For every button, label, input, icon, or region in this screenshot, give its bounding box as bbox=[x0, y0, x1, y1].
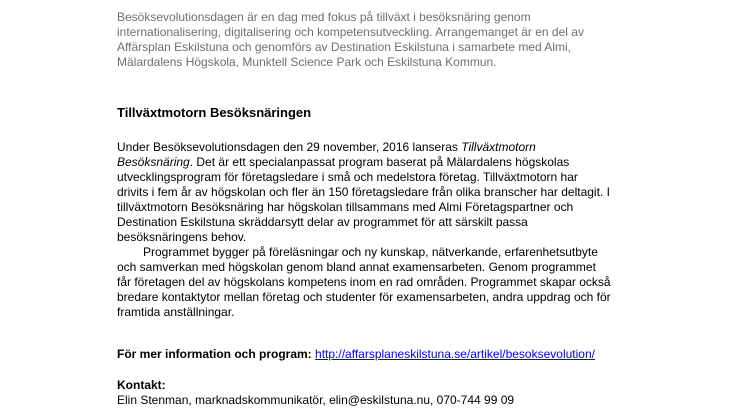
body-text: Programmet bygger på föreläsningar och ny kunskap, nätverkande, erfarenhetsutbyte bbox=[143, 245, 598, 259]
intro-line: Affärsplan Eskilstuna och genomförs av Destination Eskilstuna i samarbete med Almi, bbox=[117, 40, 571, 54]
intro-line: Besöksevolutionsdagen är en dag med fokus på tillväxt i besöksnäring genom bbox=[117, 10, 531, 24]
body-text: Under Besöksevolutionsdagen den 29 november, 2016 lanseras bbox=[117, 140, 462, 154]
body-line bbox=[117, 140, 677, 155]
body-paragraph-1 bbox=[117, 140, 677, 245]
body-line: drivits i fem år av högskolan och fler än 150 företagsledare från olika branscher har deltagit. I bbox=[117, 185, 610, 199]
intro-paragraph bbox=[117, 10, 672, 70]
section-heading: Tillväxtmotorn Besöksnäringen bbox=[117, 105, 312, 120]
more-info-line bbox=[117, 347, 677, 362]
intro-line: Mälardalens Högskola, Munktell Science Park och Eskilstuna Kommun. bbox=[117, 55, 497, 69]
body-line bbox=[117, 155, 677, 170]
body-line: besöksnäringens behov. bbox=[117, 230, 247, 244]
body-paragraph-2 bbox=[117, 245, 677, 320]
contact-label: Kontakt: bbox=[117, 378, 166, 392]
program-name-italic: Besöksnäring bbox=[117, 155, 190, 169]
body-line: utvecklingsprogram för företagsledare i små och medelstora företag. Tillväxtmotorn har bbox=[117, 170, 578, 184]
body-text: . Det är ett specialanpassat program baserat på Mälardalens högskolas bbox=[189, 155, 570, 169]
contact-details: Elin Stenman, marknadskommunikatör, elin@eskilstuna.nu, 070-744 99 09 bbox=[117, 393, 515, 407]
body-line: framtida anställningar. bbox=[117, 305, 235, 319]
more-info-link[interactable]: http://affarsplaneskilstuna.se/artikel/besoksevolution/ bbox=[315, 347, 595, 361]
body-line: bredare kontaktytor mellan företag och studenter för examensarbeten, andra uppdrag och för bbox=[117, 290, 611, 304]
program-name-italic: Tillväxtmotorn bbox=[461, 140, 536, 154]
intro-line: internationalisering, digitalisering och kompetensutveckling. Arrangemanget är en del av bbox=[117, 25, 584, 39]
more-info-label: För mer information och program: bbox=[117, 347, 312, 361]
body-line bbox=[117, 245, 677, 260]
body-line: och samverkan med högskolan genom bland annat examensarbeten. Genom programmet bbox=[117, 260, 596, 274]
body-line: tillväxtmotorn Besöksnäring har högskolan tillsammans med Almi Företagspartner och bbox=[117, 200, 574, 214]
body-line: får företagen del av högskolans kompetens inom en rad områden. Programmet skapar också bbox=[117, 275, 611, 289]
body-line: Destination Eskilstuna skräddarsytt delar av programmet för att särskilt passa bbox=[117, 215, 528, 229]
